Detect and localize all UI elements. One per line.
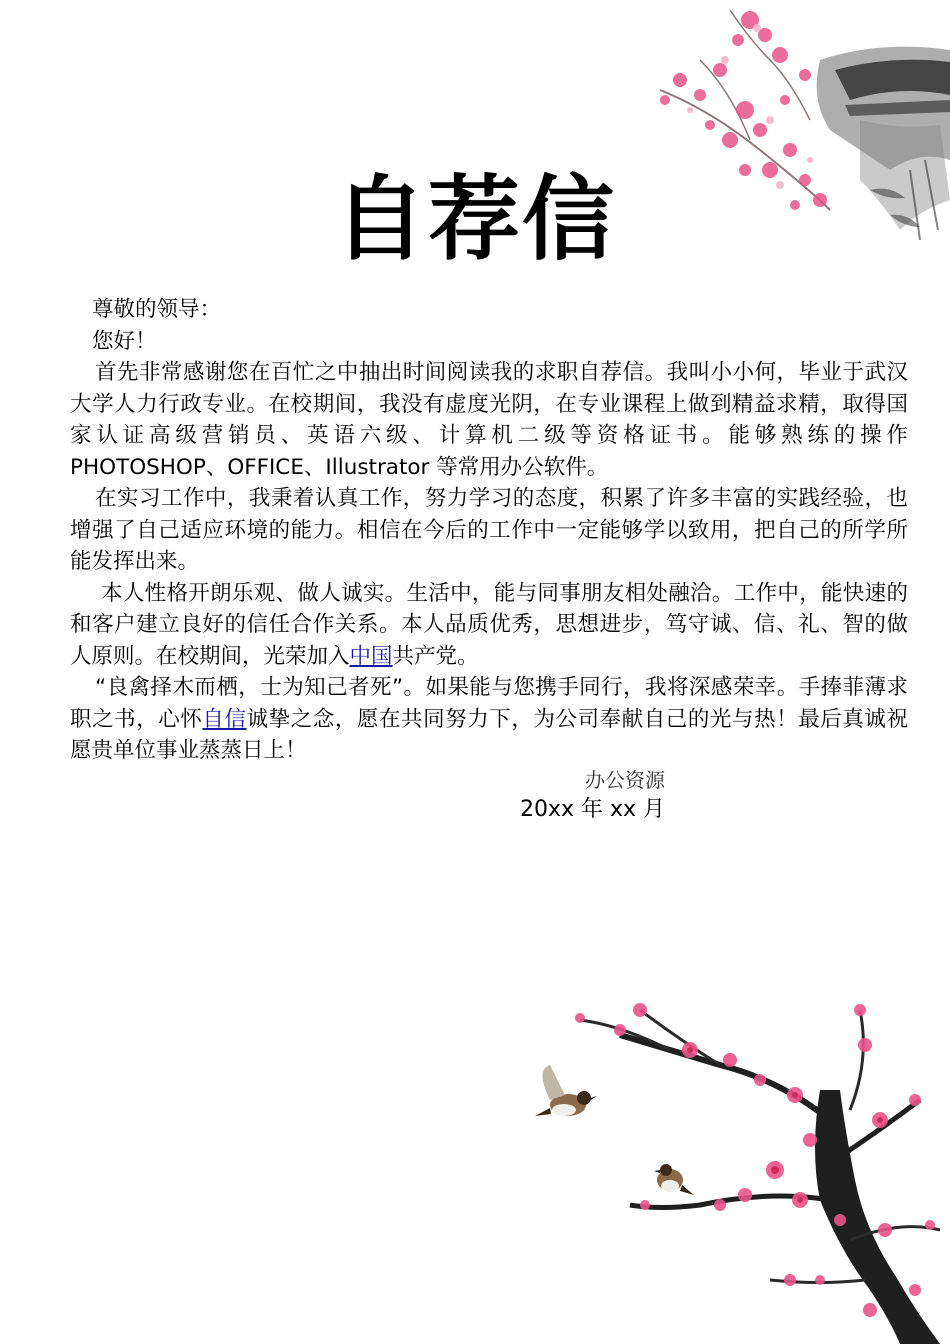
paragraph-closing-text: “良禽择木而栖，士为知己者死”。如果能与您携手同行，我将深感荣幸。手捧菲薄求职之书，心怀: [70, 675, 908, 732]
plum-branch-birds-illustration: [520, 990, 950, 1344]
sparrow-icon: [535, 1065, 597, 1116]
paragraph-closing-end: 诚挚之念，愿在共同努力下，为公司奉献自己的光与热！最后真诚祝愿贵单位事业蒸蒸日上！: [70, 706, 908, 763]
confidence-link[interactable]: 自信: [202, 706, 247, 732]
signature: 办公资源: [585, 768, 665, 792]
page-title: 自荐信: [333, 165, 616, 273]
paragraph-closing: [70, 672, 908, 767]
china-link[interactable]: 中国: [349, 643, 393, 669]
greeting: 尊敬的领导：: [92, 297, 222, 322]
letter-body: [70, 294, 908, 767]
paragraph-personality: [70, 578, 908, 673]
letter-date: 20xx 年 xx 月: [520, 797, 666, 822]
paragraph-intro: 首先非常感谢您在百忙之中抽出时间阅读我的求职自荐信。我叫小小何，毕业于武汉大学人力行政专业。在校期间，我没有虚度光阴，在专业课程上做到精益求精，取得国家认证高级营销员、英语六级、计算机二级等资格证书。能够熟练的操作 PHOTOSHOP、OFFICE、Illustrator 等常用办公软件。: [70, 360, 908, 480]
hello-line: 您好！: [92, 328, 157, 354]
paragraph-personality-text: 本人性格开朗乐观、做人诚实。生活中，能与同事朋友相处融洽。工作中，能快速的和客户建立良好的信任合作关系。本人品质优秀，思想进步，笃守诚、信、礼、智的做人原则。在校期间，光荣加入: [70, 580, 908, 669]
paragraph-internship: 在实习工作中，我秉着认真工作，努力学习的态度，积累了许多丰富的实践经验，也增强了自己适应环境的能力。相信在今后的工作中一定能够学以致用，把自己的所学所能发挥出来。: [70, 486, 908, 574]
sparrow-icon: [654, 1164, 694, 1195]
paragraph-personality-end: 共产党。: [392, 643, 479, 669]
